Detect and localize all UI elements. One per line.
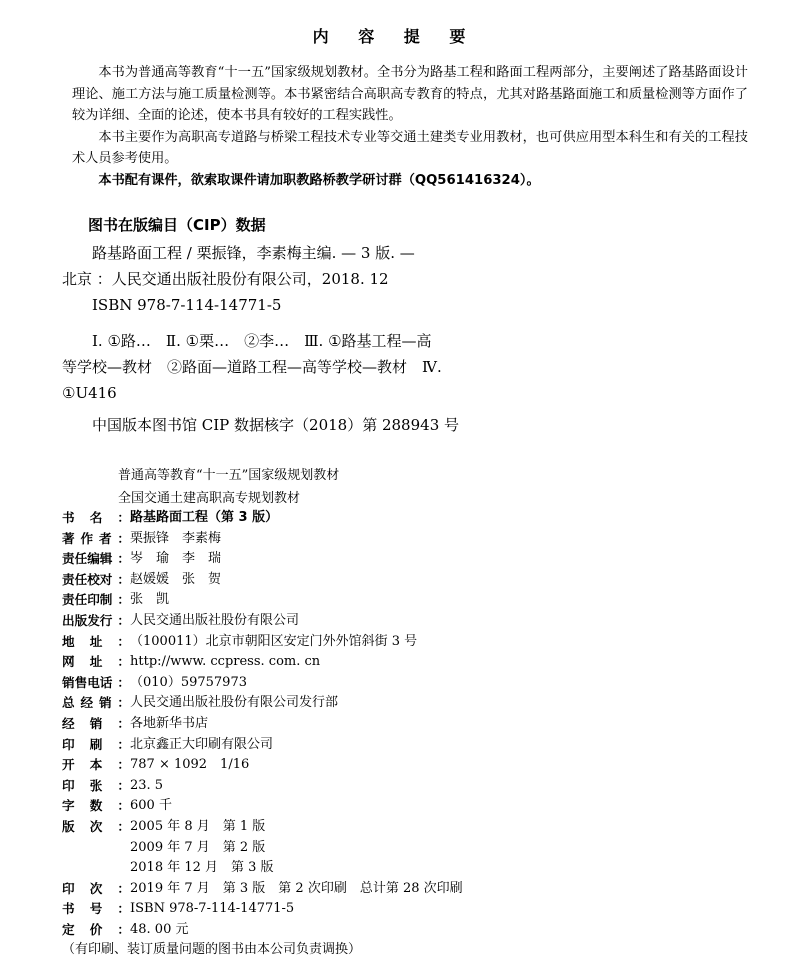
info-value: 岑 瑜 李 瑞 [130,551,222,567]
info-label [62,590,130,611]
quality-footnote: （有印刷、装订质量问题的图书由本公司负责调换） [62,942,362,957]
info-label-colon: ： [117,695,130,711]
info-label-part: 经 [62,715,75,731]
info-value: 48. 00 元 [130,921,189,937]
info-label-part: 经 [80,695,94,711]
info-label-part: 印 [62,777,75,793]
info-value: （010）59757973 [130,674,247,690]
info-row [62,673,463,694]
info-label [62,549,130,570]
info-value: 2005 年 8 月 第 1 版 [130,818,266,834]
info-label-part: 销 [89,715,103,731]
info-label [62,838,130,859]
cip-isbn: ISBN 978-7-114-14771-5 [92,296,282,314]
info-label [62,632,130,653]
info-label [62,776,130,797]
info-label [62,755,130,776]
info-label-part: 刷 [89,736,103,752]
info-label [62,796,130,817]
summary-paragraph-1: 本书为普通高等教育“十一五”国家级规划教材。全书分为路基工程和路面工程两部分，主要阐述了路基路面设计理论、施工方法与施工质量检测等。本书紧密结合高职高专教育的特点，尤其对路基路面施工和质量检测等方面作了较为详细、全面的论述，使本书具有较好的工程实践性。 [72,65,748,123]
info-row [62,611,463,632]
info-label-part: 网 [62,654,75,670]
info-row [62,549,463,570]
info-value: 人民交通出版社股份有限公司 [130,612,300,628]
info-label-part: 张 [89,777,103,793]
info-label-colon: ： [117,633,130,649]
summary-section [72,62,748,191]
info-value: 路基路面工程（第 3 版） [130,510,279,525]
info-row [62,776,463,797]
info-value: 787 × 1092 1/16 [130,757,250,773]
info-label-colon: ： [117,551,130,567]
info-label-colon: ： [117,798,130,814]
info-label-colon: ： [117,510,130,525]
info-label-part: 印 [62,736,75,752]
info-value: 北京鑫正大印刷有限公司 [130,736,274,752]
info-label-part: 定 [62,921,75,937]
cip-number: 中国版本图书馆 CIP 数据核字（2018）第 288943 号 [92,416,460,434]
info-row [62,879,463,900]
info-label-part: 总 [62,695,75,711]
info-label-part: 数 [89,798,103,814]
info-row [62,570,463,591]
info-value: 人民交通出版社股份有限公司发行部 [130,695,339,711]
info-row [62,508,463,529]
info-label-colon: ： [117,530,130,546]
info-label-colon: ： [117,715,130,731]
info-value: 600 千 [130,798,172,814]
info-label-part: 开 [62,757,75,773]
info-label-part: 次 [89,880,103,896]
info-row [62,858,463,879]
info-label [62,529,130,550]
cip-class-line-1: Ⅰ. ①路… Ⅱ. ①栗… ②李… Ⅲ. ①路基工程—高 [92,332,432,350]
info-label-part: 本 [89,757,103,773]
info-row [62,529,463,550]
info-label-colon: ： [117,612,130,628]
info-label-part: 书 [62,901,75,917]
info-label-part: 版 [62,818,75,834]
info-label [62,611,130,632]
info-label [62,858,130,879]
info-value: 23. 5 [130,777,164,793]
info-row [62,899,463,920]
cip-heading: 图书在版编目（CIP）数据 [88,216,266,234]
info-label-part: 址 [89,633,103,649]
info-label-part: 责任校对 [62,571,113,587]
info-value: 各地新华书店 [130,715,209,731]
info-label-part: 次 [89,818,103,834]
info-row [62,590,463,611]
info-value: 2019 年 7 月 第 3 版 第 2 次印刷 总计第 28 次印刷 [130,880,463,896]
info-row [62,632,463,653]
info-label-part: 著 [62,530,75,546]
info-label [62,899,130,920]
info-label [62,879,130,900]
info-value: 2018 年 12 月 第 3 版 [130,860,274,876]
page-title: 内 容 提 要 [312,27,478,46]
cip-class-line-2: 等学校—教材 ②路面—道路工程—高等学校—教材 Ⅳ. [62,358,442,376]
info-value: 张 凯 [130,592,170,608]
series-line-2: 全国交通土建高职高专规划教材 [118,491,301,506]
info-label [62,817,130,838]
info-label-colon: ： [117,880,130,896]
info-label-part: 销售电话 [62,674,113,690]
info-label-colon: ： [117,571,130,587]
info-label-colon: ： [117,592,130,608]
info-label-colon: ： [117,674,130,690]
courseware-note: 本书配有课件，欲索取课件请加职教路桥教学研讨群（QQ561416324）。 [98,172,540,188]
info-value: ISBN 978-7-114-14771-5 [130,901,295,917]
cip-class-line-3: ①U416 [62,384,117,402]
publication-info [62,508,463,940]
info-label-part: 责任印制 [62,592,113,608]
summary-paragraph-2: 本书主要作为高职高专道路与桥梁工程技术专业等交通土建类专业用教材，也可供应用型本科生和有关的工程技术人员参考使用。 [72,129,748,166]
info-label-colon: ： [117,654,130,670]
info-label-part: 出版发行 [62,612,113,628]
info-label [62,693,130,714]
info-value: 栗振锋 李素梅 [130,530,222,546]
info-label-part: 字 [62,798,75,814]
info-value: 赵媛媛 张 贺 [130,571,222,587]
info-label-part: 销 [98,695,112,711]
info-label-colon: ： [117,736,130,752]
info-label [62,652,130,673]
info-row [62,817,463,838]
info-row [62,796,463,817]
info-label-part: 价 [89,921,103,937]
series-line-1: 普通高等教育“十一五”国家级规划教材 [118,468,340,483]
series-section [118,464,339,510]
info-label-part: 者 [98,530,112,546]
info-label-part: 印 [62,880,75,896]
info-label-part: 名 [89,510,103,525]
info-row [62,652,463,673]
info-label-part: 作 [80,530,94,546]
cip-number-block [62,412,762,438]
info-value: 2009 年 7 月 第 2 版 [130,839,266,855]
info-label-part: 书 [62,510,75,525]
info-row [62,735,463,756]
info-label-part: 址 [89,654,103,670]
info-label-colon: ： [117,757,130,773]
info-label [62,714,130,735]
cip-entry-line-1: 路基路面工程 / 栗振锋，李素梅主编. — 3 版. — [92,244,415,262]
info-label-colon: ： [117,818,130,834]
info-label-part: 责任编辑 [62,551,113,567]
info-label-colon: ： [117,777,130,793]
cip-entry-line-2: 北京 ：人民交通出版社股份有限公司，2018. 12 [62,270,389,288]
info-label [62,735,130,756]
info-row [62,693,463,714]
info-row [62,755,463,776]
info-label-part: 地 [62,633,75,649]
info-label-colon: ： [117,901,130,917]
cip-classification [62,328,762,406]
info-value: http://www. ccpress. com. cn [130,654,321,670]
cip-entry [62,240,762,318]
info-value: （100011）北京市朝阳区安定门外外馆斜街 3 号 [130,633,418,649]
info-label-part: 号 [89,901,103,917]
info-row [62,714,463,735]
info-label [62,508,130,529]
info-row [62,838,463,859]
info-label [62,570,130,591]
info-label-colon: ： [117,921,130,937]
info-label [62,673,130,694]
